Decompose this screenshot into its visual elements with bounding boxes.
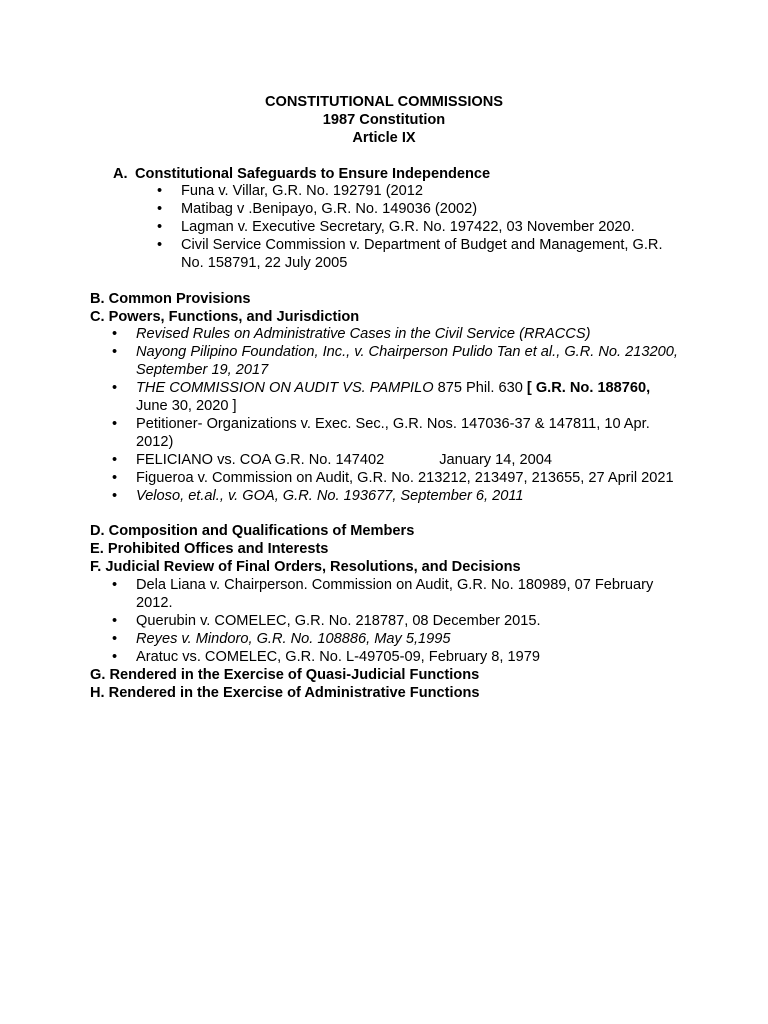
section-d-heading: D. Composition and Qualifications of Members bbox=[90, 523, 415, 539]
list-item: • Dela Liana v. Chairperson. Commission on Audit, G.R. No. 180989, 07 February 2012. bbox=[136, 576, 681, 612]
section-g-heading: G. Rendered in the Exercise of Quasi-Judicial Functions bbox=[90, 667, 480, 683]
section-h-heading: H. Rendered in the Exercise of Administrative Functions bbox=[90, 685, 480, 701]
list-item: • Matibag v .Benipayo, G.R. No. 149036 (2002) bbox=[181, 200, 681, 218]
title-line-1: CONSTITUTIONAL COMMISSIONS bbox=[264, 94, 504, 110]
section-c-list bbox=[136, 325, 681, 505]
section-b-heading: B. Common Provisions bbox=[90, 291, 251, 307]
section-a-heading bbox=[113, 165, 490, 183]
case-name: FELICIANO vs. COA G.R. No. 147402 bbox=[136, 452, 385, 468]
section-c-heading: C. Powers, Functions, and Jurisdiction bbox=[90, 309, 360, 325]
section-f-list bbox=[136, 576, 681, 666]
case-gr-number: [ G.R. No. 188760, bbox=[526, 380, 651, 396]
list-item bbox=[136, 451, 681, 469]
case-date: January 14, 2004 bbox=[439, 452, 552, 468]
list-item: • Funa v. Villar, G.R. No. 192791 (2012 bbox=[181, 182, 681, 200]
section-a-list bbox=[181, 182, 681, 272]
title-line-3: Article IX bbox=[352, 130, 416, 146]
title-line-2: 1987 Constitution bbox=[322, 112, 446, 128]
section-a-letter: A. bbox=[113, 166, 128, 182]
list-item: • Civil Service Commission v. Department of Budget and Management, G.R. No. 158791, 22 July 2005 bbox=[181, 236, 681, 272]
list-item bbox=[136, 379, 681, 415]
list-item: • Figueroa v. Commission on Audit, G.R. No. 213212, 213497, 213655, 27 April 2021 bbox=[136, 469, 681, 487]
case-name: THE COMMISSION ON AUDIT VS. PAMPILO bbox=[136, 380, 434, 396]
case-date: June 30, 2020 ] bbox=[136, 398, 237, 414]
list-item: • Lagman v. Executive Secretary, G.R. No. 197422, 03 November 2020. bbox=[181, 218, 681, 236]
list-item: • Revised Rules on Administrative Cases in the Civil Service (RRACCS) bbox=[136, 325, 681, 343]
document-title bbox=[0, 93, 768, 147]
list-item: • Veloso, et.al., v. GOA, G.R. No. 193677, September 6, 2011 bbox=[136, 487, 681, 505]
section-a-title: Constitutional Safeguards to Ensure Independence bbox=[135, 166, 491, 182]
case-citation: 875 Phil. 630 bbox=[433, 380, 527, 396]
section-f-heading: F. Judicial Review of Final Orders, Resolutions, and Decisions bbox=[90, 559, 521, 575]
list-item: • Reyes v. Mindoro, G.R. No. 108886, May 5,1995 bbox=[136, 630, 681, 648]
list-item: • Aratuc vs. COMELEC, G.R. No. L-49705-09, February 8, 1979 bbox=[136, 648, 681, 666]
list-item: • Querubin v. COMELEC, G.R. No. 218787, 08 December 2015. bbox=[136, 612, 681, 630]
section-e-heading: E. Prohibited Offices and Interests bbox=[90, 541, 329, 557]
list-item: • Petitioner- Organizations v. Exec. Sec., G.R. Nos. 147036-37 & 147811, 10 Apr. 2012) bbox=[136, 415, 681, 451]
list-item: • Nayong Pilipino Foundation, Inc., v. Chairperson Pulido Tan et al., G.R. No. 213200, September 19, 2017 bbox=[136, 343, 681, 379]
